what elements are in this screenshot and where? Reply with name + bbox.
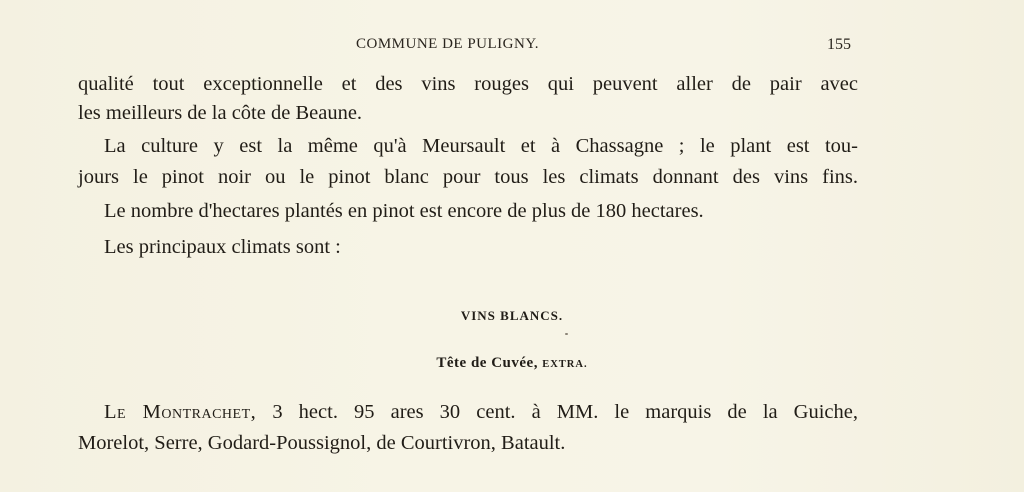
subheading-main: Tête de Cuvée, xyxy=(436,355,538,371)
paper-speck xyxy=(565,333,568,335)
paragraph-4-line-1: Les principaux climats sont : xyxy=(104,236,341,258)
subheading-extra: EXTRA. xyxy=(542,359,588,370)
running-head xyxy=(0,36,1024,58)
entry-line-2: Morelot, Serre, Godard-Poussignol, de Courtivron, Batault. xyxy=(78,432,566,454)
paragraph-2-line-2: jours le pinot noir ou le pinot blanc pour tous les climats donnant des vins fins. xyxy=(78,166,858,188)
entry-name: Le Montrachet, xyxy=(104,401,257,423)
running-head-title: COMMUNE DE PULIGNY. xyxy=(356,36,539,52)
section-subheading xyxy=(0,351,1024,377)
entry-line-1-rest: 3 hect. 95 ares 30 cent. à MM. le marquis de la Guiche, xyxy=(272,401,859,423)
entry-line-1 xyxy=(104,400,858,424)
paragraph-1-line-1: qualité tout exceptionnelle et des vins rouges qui peuvent aller de pair avec xyxy=(78,73,858,95)
page-number: 155 xyxy=(827,36,851,53)
paragraph-1-line-2: les meilleurs de la côte de Beaune. xyxy=(78,102,363,124)
paragraph-2-line-1: La culture y est la même qu'à Meursault et à Chassagne ; le plant est tou- xyxy=(104,135,858,157)
section-heading: VINS BLANCS. xyxy=(460,308,564,323)
paragraph-3-line-1: Le nombre d'hectares plantés en pinot est encore de plus de 180 hectares. xyxy=(104,200,704,222)
